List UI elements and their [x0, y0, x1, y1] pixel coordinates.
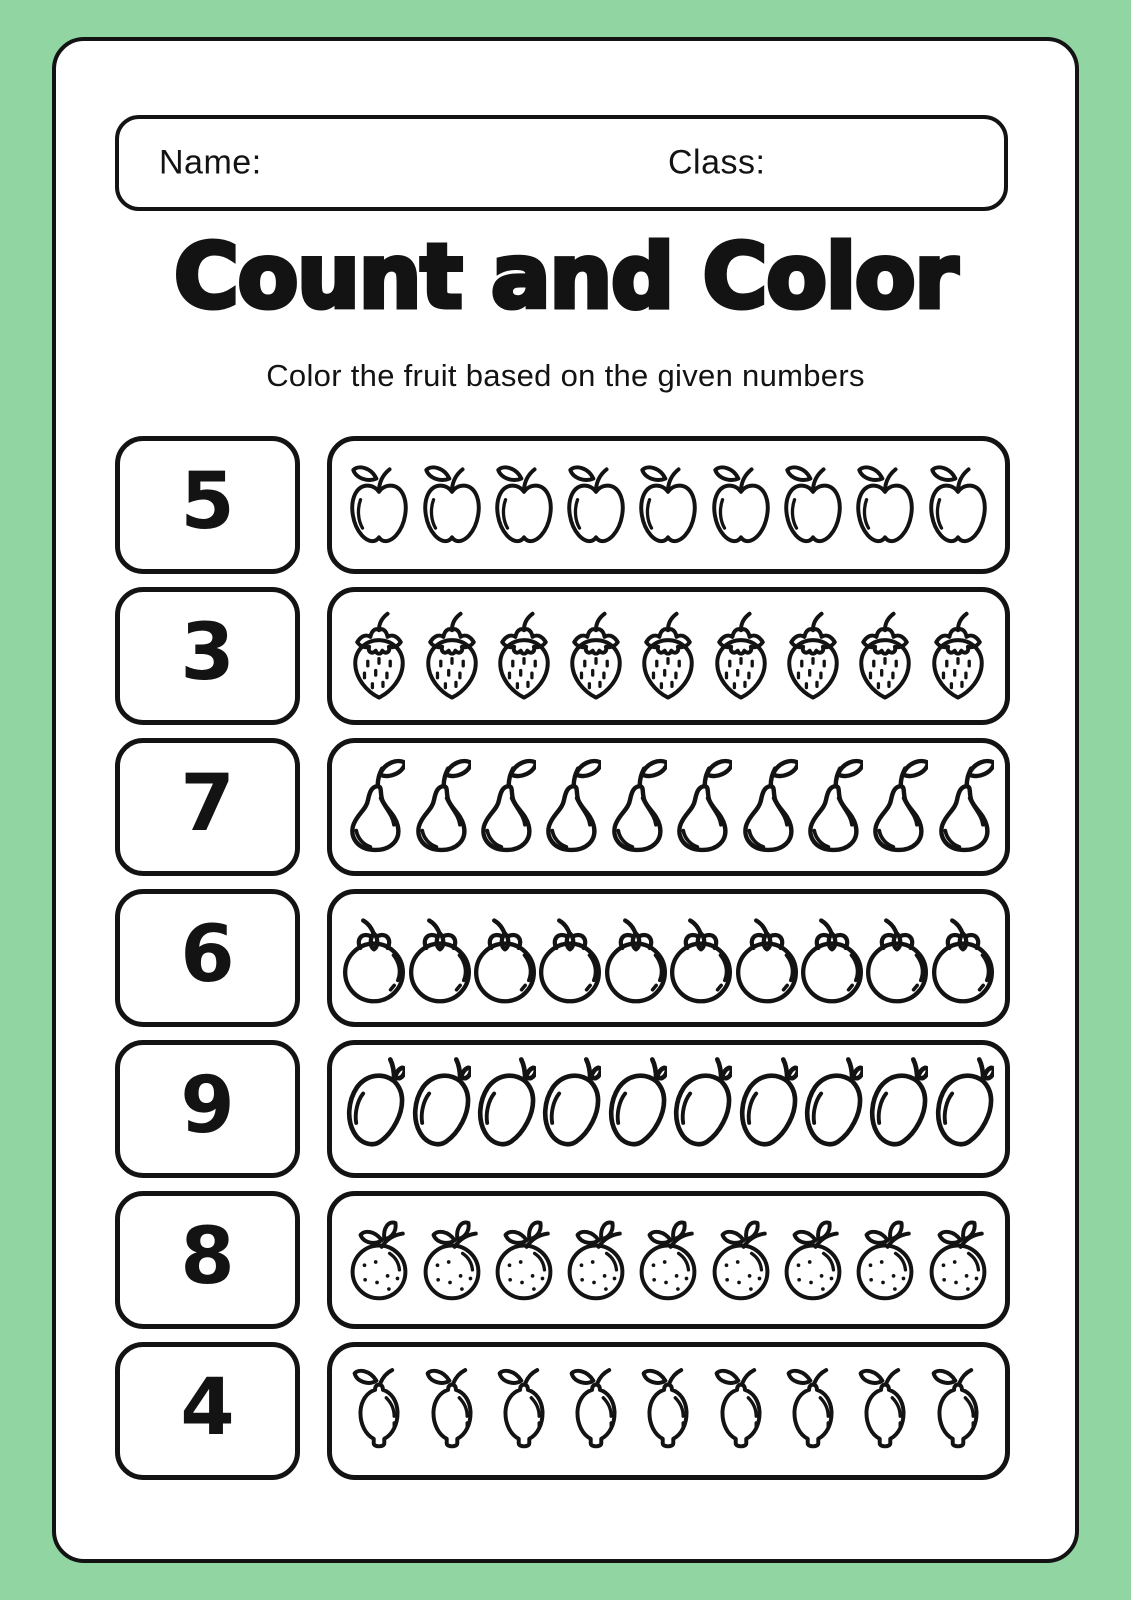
strawberry-icon[interactable]: [346, 599, 412, 713]
orange-icon[interactable]: [635, 1203, 701, 1317]
apple-icon[interactable]: [491, 448, 557, 562]
fruit-tray: [327, 1040, 1010, 1178]
apple-icon[interactable]: [419, 448, 485, 562]
worksheet-row: [115, 1040, 1010, 1178]
mango-icon[interactable]: [866, 1052, 928, 1166]
apple-icon[interactable]: [563, 448, 629, 562]
lemon-icon[interactable]: [491, 1354, 557, 1468]
number-card: [115, 1040, 300, 1178]
worksheet-row: [115, 889, 1010, 1027]
number-card: [115, 436, 300, 574]
fruit-tray: [327, 436, 1010, 574]
page-title: Count and Color: [174, 225, 957, 328]
strawberry-icon[interactable]: [491, 599, 557, 713]
number-card: [115, 1342, 300, 1480]
pear-icon[interactable]: [474, 750, 536, 864]
number-card: [115, 889, 300, 1027]
orange-icon[interactable]: [852, 1203, 918, 1317]
mangosteen-icon[interactable]: [409, 901, 471, 1015]
mangosteen-icon[interactable]: [736, 901, 798, 1015]
pear-icon[interactable]: [539, 750, 601, 864]
mangosteen-icon[interactable]: [866, 901, 928, 1015]
lemon-icon[interactable]: [419, 1354, 485, 1468]
name-label: Name:: [159, 143, 262, 182]
lemon-icon[interactable]: [708, 1354, 774, 1468]
fruit-tray: [327, 1342, 1010, 1480]
number-card: [115, 587, 300, 725]
pear-icon[interactable]: [736, 750, 798, 864]
apple-icon[interactable]: [925, 448, 991, 562]
number-card: [115, 738, 300, 876]
worksheet-row: [115, 587, 1010, 725]
worksheet-page: [52, 37, 1079, 1563]
mango-icon[interactable]: [670, 1052, 732, 1166]
mangosteen-icon[interactable]: [474, 901, 536, 1015]
number-card: [115, 1191, 300, 1329]
orange-icon[interactable]: [563, 1203, 629, 1317]
count-number: 8: [180, 1212, 235, 1302]
mango-icon[interactable]: [801, 1052, 863, 1166]
count-number: 6: [180, 910, 235, 1000]
mangosteen-icon[interactable]: [801, 901, 863, 1015]
pear-icon[interactable]: [932, 750, 994, 864]
pear-icon[interactable]: [801, 750, 863, 864]
count-number: 9: [180, 1061, 235, 1151]
orange-icon[interactable]: [346, 1203, 412, 1317]
fruit-tray: [327, 587, 1010, 725]
mangosteen-icon[interactable]: [539, 901, 601, 1015]
mango-icon[interactable]: [605, 1052, 667, 1166]
orange-icon[interactable]: [780, 1203, 846, 1317]
orange-icon[interactable]: [925, 1203, 991, 1317]
apple-icon[interactable]: [635, 448, 701, 562]
strawberry-icon[interactable]: [925, 599, 991, 713]
pear-icon[interactable]: [343, 750, 405, 864]
lemon-icon[interactable]: [925, 1354, 991, 1468]
lemon-icon[interactable]: [635, 1354, 701, 1468]
orange-icon[interactable]: [491, 1203, 557, 1317]
apple-icon[interactable]: [780, 448, 846, 562]
lemon-icon[interactable]: [780, 1354, 846, 1468]
mango-icon[interactable]: [343, 1052, 405, 1166]
name-class-box[interactable]: [115, 115, 1008, 211]
worksheet-row: [115, 1342, 1010, 1480]
orange-icon[interactable]: [419, 1203, 485, 1317]
worksheet-rows: [115, 436, 1010, 1480]
mangosteen-icon[interactable]: [670, 901, 732, 1015]
strawberry-icon[interactable]: [419, 599, 485, 713]
strawberry-icon[interactable]: [708, 599, 774, 713]
pear-icon[interactable]: [670, 750, 732, 864]
count-number: 3: [180, 608, 235, 698]
apple-icon[interactable]: [346, 448, 412, 562]
apple-icon[interactable]: [708, 448, 774, 562]
mangosteen-icon[interactable]: [605, 901, 667, 1015]
worksheet-row: [115, 738, 1010, 876]
strawberry-icon[interactable]: [852, 599, 918, 713]
orange-icon[interactable]: [708, 1203, 774, 1317]
mangosteen-icon[interactable]: [932, 901, 994, 1015]
count-number: 4: [180, 1363, 235, 1453]
mango-icon[interactable]: [474, 1052, 536, 1166]
fruit-tray: [327, 889, 1010, 1027]
strawberry-icon[interactable]: [563, 599, 629, 713]
mango-icon[interactable]: [409, 1052, 471, 1166]
strawberry-icon[interactable]: [780, 599, 846, 713]
pear-icon[interactable]: [605, 750, 667, 864]
count-number: 5: [180, 457, 235, 547]
lemon-icon[interactable]: [346, 1354, 412, 1468]
pear-icon[interactable]: [409, 750, 471, 864]
mangosteen-icon[interactable]: [343, 901, 405, 1015]
mango-icon[interactable]: [932, 1052, 994, 1166]
fruit-tray: [327, 738, 1010, 876]
page-subtitle: Color the fruit based on the given numbers: [266, 358, 865, 393]
count-number: 7: [180, 759, 235, 849]
worksheet-row: [115, 436, 1010, 574]
lemon-icon[interactable]: [852, 1354, 918, 1468]
strawberry-icon[interactable]: [635, 599, 701, 713]
mango-icon[interactable]: [736, 1052, 798, 1166]
worksheet-row: [115, 1191, 1010, 1329]
mango-icon[interactable]: [539, 1052, 601, 1166]
apple-icon[interactable]: [852, 448, 918, 562]
fruit-tray: [327, 1191, 1010, 1329]
pear-icon[interactable]: [866, 750, 928, 864]
lemon-icon[interactable]: [563, 1354, 629, 1468]
class-label: Class:: [668, 143, 766, 182]
